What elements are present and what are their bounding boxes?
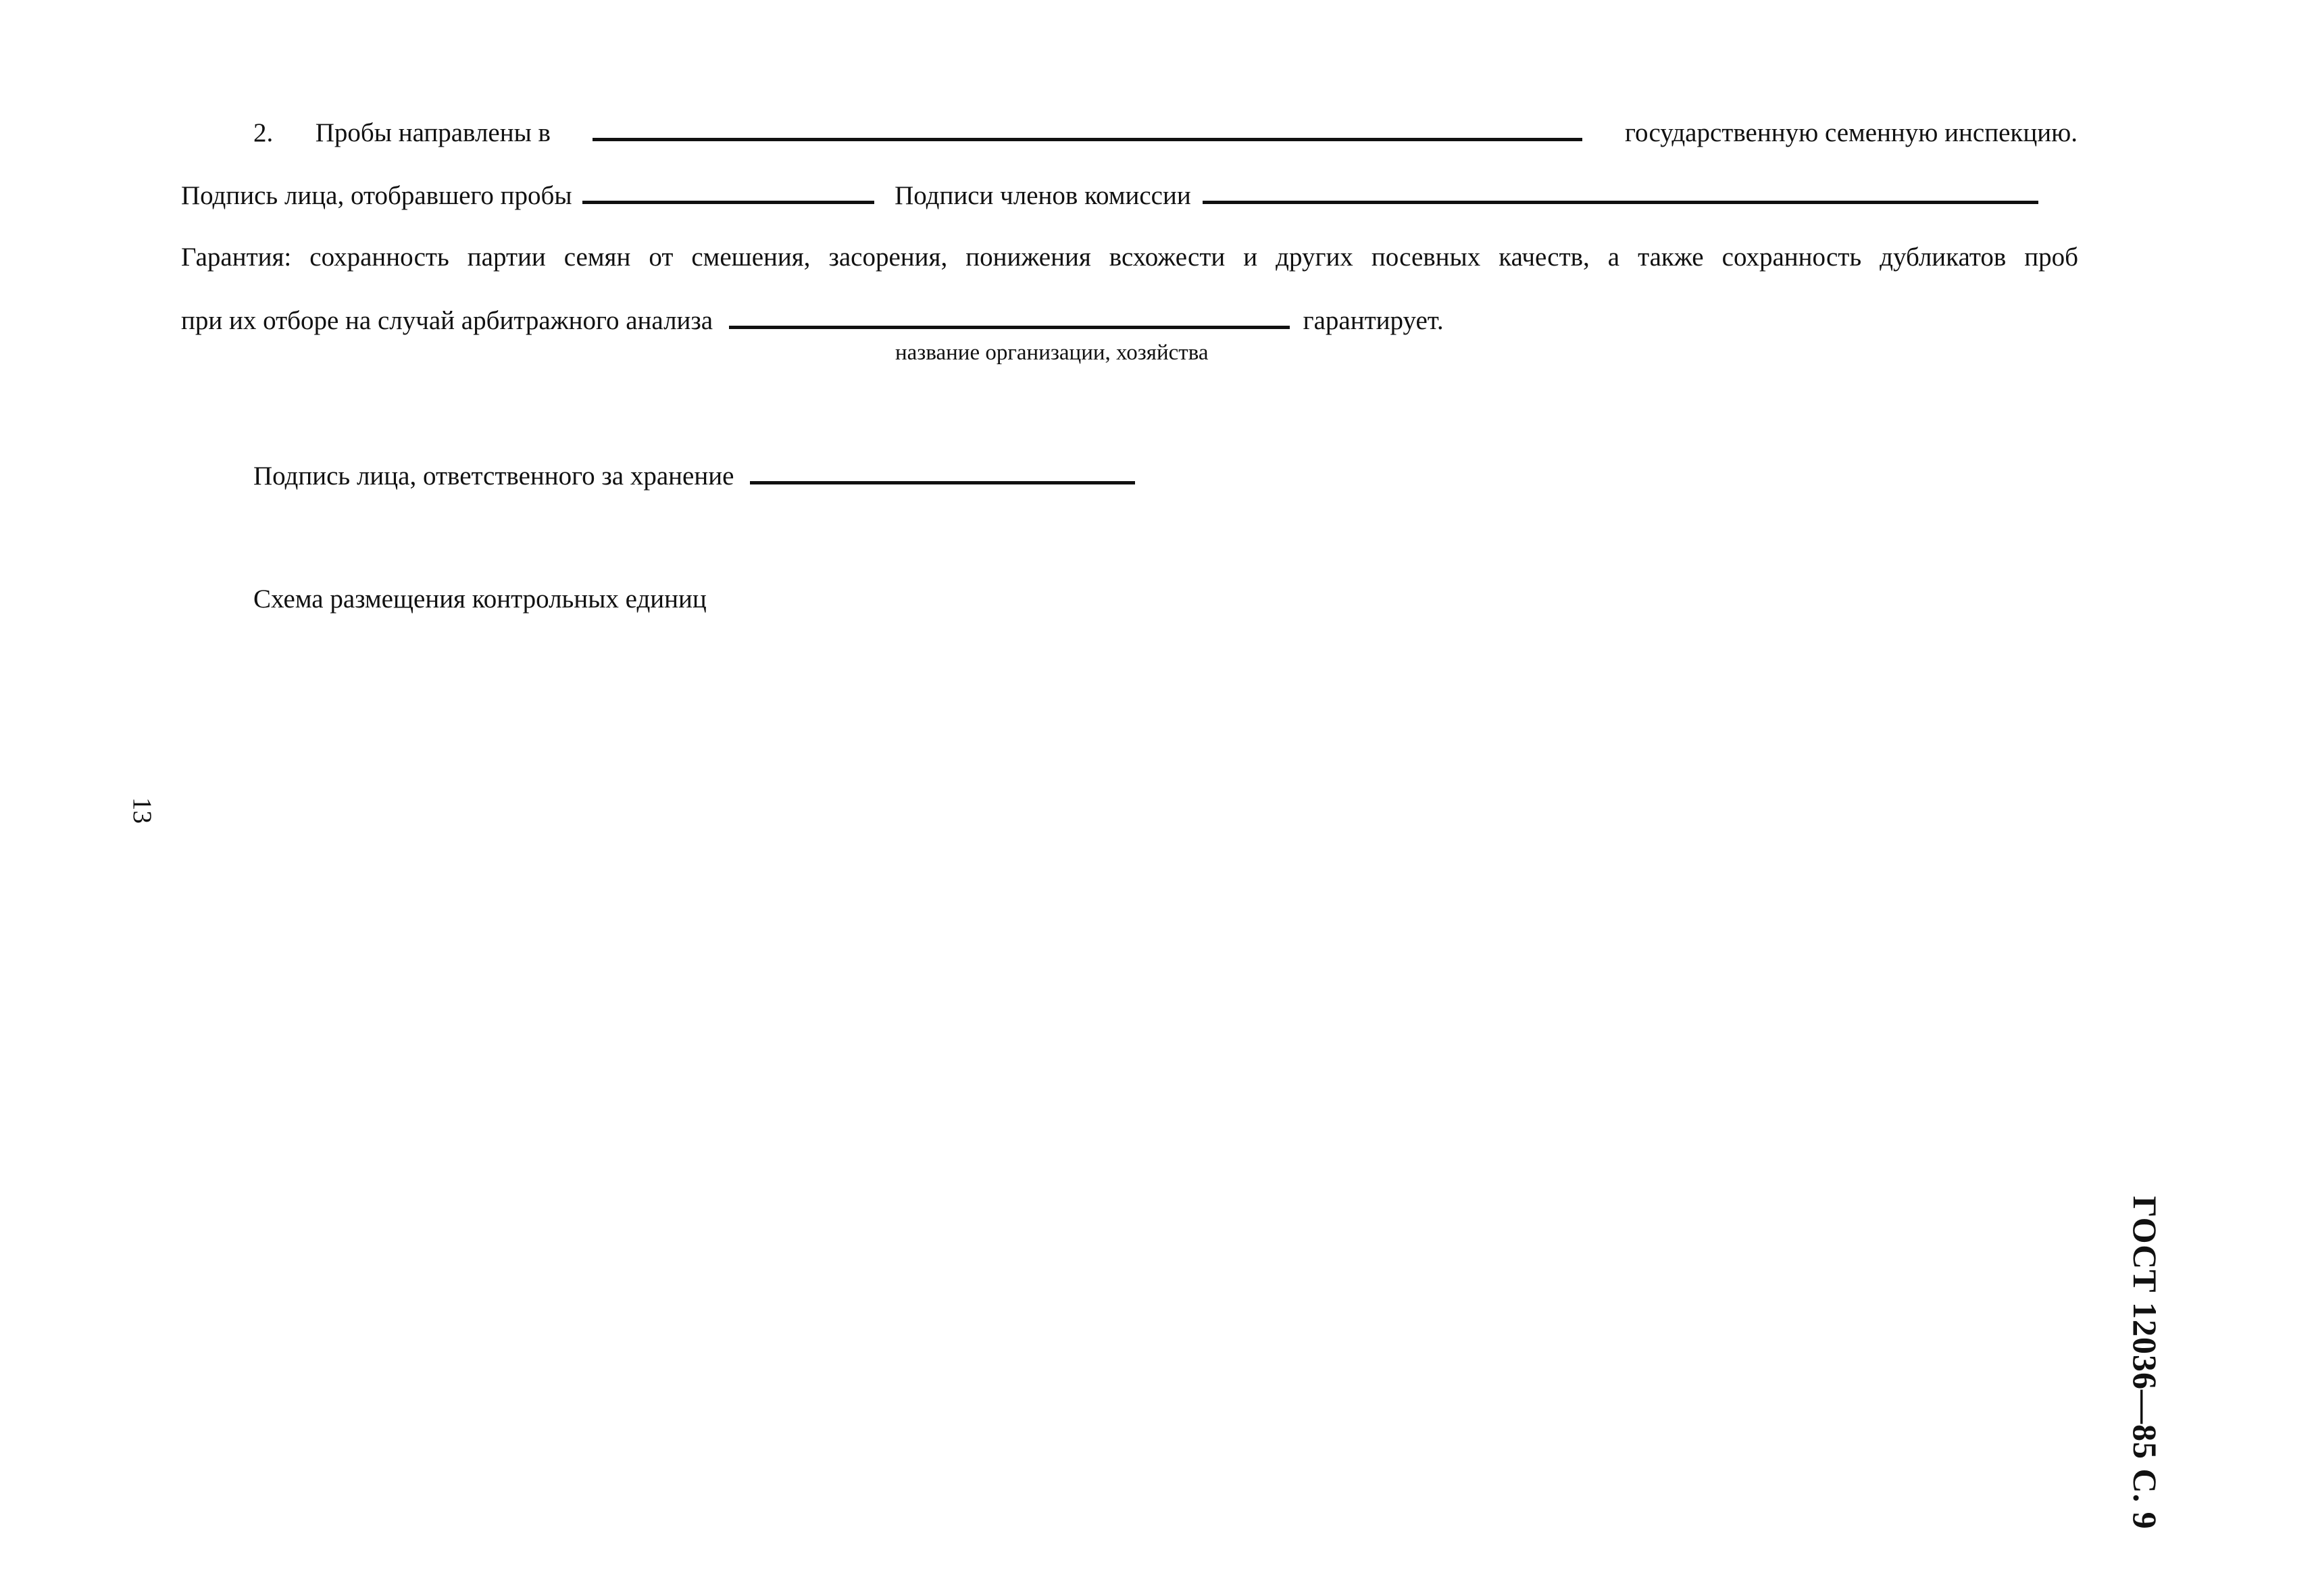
scheme-title-text: Схема размещения контрольных единиц xyxy=(253,584,707,614)
guarantee-line-1 xyxy=(181,241,2078,274)
guarantee-line-2-tail: гарантирует. xyxy=(1303,306,1444,335)
organization-name-field[interactable] xyxy=(729,303,1290,329)
guarantee-text: Гарантия: сохранность партии семян от смешения, засорения, понижения всхожести и других посевных качеств, а также сохранность дубликатов проб xyxy=(181,243,2078,272)
sampler-signature-label: Подпись лица, отобравшего пробы xyxy=(181,181,572,210)
standard-code: ГОСТ 12036—85 С. 9 xyxy=(2126,1196,2164,1530)
paragraph-2-lead: Пробы направлены в xyxy=(315,118,551,147)
paragraph-2-line xyxy=(253,115,2078,150)
storage-signature-label: Подпись лица, ответственного за хранение xyxy=(253,462,734,491)
signatures-line xyxy=(181,178,2078,213)
storage-signature-field[interactable] xyxy=(750,458,1135,484)
organization-field-caption: название организации, хозяйства xyxy=(895,341,1209,365)
guarantee-line-2 xyxy=(181,303,1532,338)
paragraph-2-tail: государственную семенную инспекцию. xyxy=(1624,118,2078,147)
scheme-title xyxy=(253,582,707,616)
inspection-name-field[interactable] xyxy=(593,115,1582,141)
sampler-signature-field[interactable] xyxy=(582,178,874,204)
commission-signature-field[interactable] xyxy=(1203,178,2038,204)
storage-signature-line xyxy=(253,458,1267,493)
margin-page-number: 13 xyxy=(128,797,157,824)
commission-signature-label: Подписи членов комиссии xyxy=(895,181,1191,210)
guarantee-line-2-lead: при их отборе на случай арбитражного анализа xyxy=(181,306,713,335)
paragraph-2-number: 2. xyxy=(253,118,274,147)
